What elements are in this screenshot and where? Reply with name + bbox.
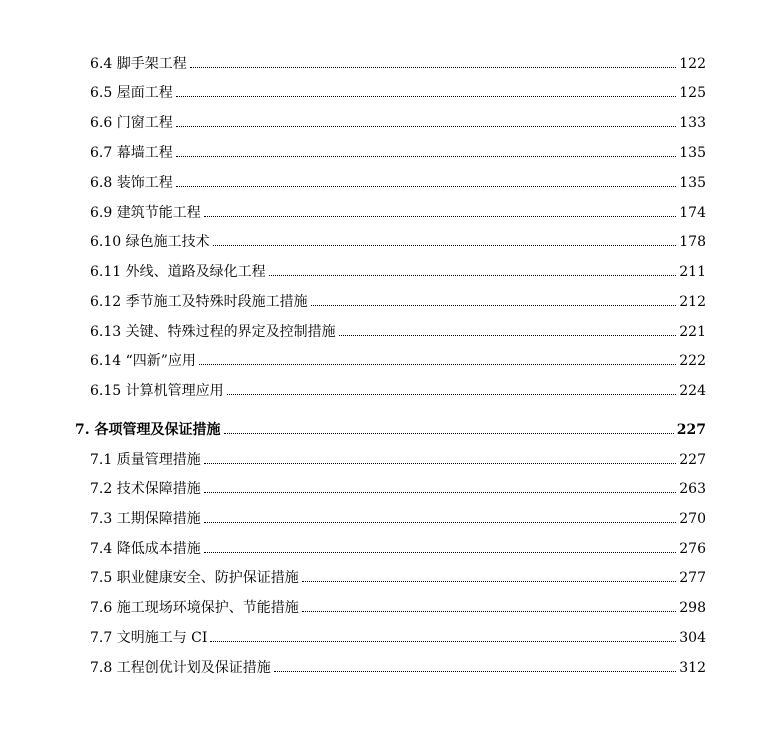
dot-leader xyxy=(176,155,677,157)
toc-entry-7-4[interactable] xyxy=(0,535,777,557)
toc-entry-page: 221 xyxy=(679,324,706,340)
toc-entry-6-7[interactable] xyxy=(0,139,777,161)
toc-entry-page: 174 xyxy=(679,205,706,221)
dot-leader xyxy=(227,393,677,395)
toc-entry-7-7[interactable] xyxy=(0,624,777,646)
toc-entry-page: 133 xyxy=(679,115,706,131)
toc-entry-page: 178 xyxy=(679,234,706,250)
toc-entry-6-13[interactable] xyxy=(0,318,777,340)
toc-entry-label: 6.12 季节施工及特殊时段施工措施 xyxy=(90,294,308,310)
toc-entry-page: 227 xyxy=(676,422,706,438)
dot-leader xyxy=(210,640,676,642)
toc-entry-page: 277 xyxy=(679,570,706,586)
toc-entry-label: 6.6 门窗工程 xyxy=(90,115,173,131)
toc-entry-6-12[interactable] xyxy=(0,288,777,310)
toc-entry-label: 6.5 屋面工程 xyxy=(90,85,173,101)
dot-leader xyxy=(176,125,677,127)
toc-entry-page: 227 xyxy=(679,452,706,468)
toc-entry-6-8[interactable] xyxy=(0,169,777,191)
dot-leader xyxy=(176,95,677,97)
dot-leader xyxy=(269,274,677,276)
dot-leader xyxy=(190,66,677,68)
toc-entry-page: 224 xyxy=(679,383,706,399)
toc-entry-label: 7.4 降低成本措施 xyxy=(90,541,201,557)
dot-leader xyxy=(204,551,677,553)
dot-leader xyxy=(311,304,677,306)
toc-entry-page: 270 xyxy=(679,511,706,527)
toc-entry-label: 7.2 技术保障措施 xyxy=(90,481,201,497)
toc-entry-6-5[interactable] xyxy=(0,79,777,101)
toc-entry-label: 6.11 外线、道路及绿化工程 xyxy=(90,264,266,280)
toc-entry-page: 304 xyxy=(679,630,706,646)
toc-entry-page: 211 xyxy=(679,264,706,280)
dot-leader xyxy=(302,610,677,612)
toc-entry-label: 6.4 脚手架工程 xyxy=(90,56,187,72)
dot-leader xyxy=(274,670,677,672)
toc-entry-page: 298 xyxy=(679,600,706,616)
toc-chapter-7[interactable] xyxy=(0,416,777,438)
toc-entry-6-6[interactable] xyxy=(0,109,777,131)
toc-entry-6-11[interactable] xyxy=(0,258,777,280)
toc-entry-6-15[interactable] xyxy=(0,377,777,399)
dot-leader xyxy=(204,215,677,217)
toc-entry-page: 122 xyxy=(679,56,706,72)
toc-entry-page: 135 xyxy=(679,145,706,161)
dot-leader xyxy=(204,491,677,493)
toc-entry-page: 222 xyxy=(679,353,706,369)
toc-entry-label: 7.3 工期保障措施 xyxy=(90,511,201,527)
dot-leader xyxy=(176,185,677,187)
toc-entry-7-2[interactable] xyxy=(0,475,777,497)
toc-entry-label: 7.6 施工现场环境保护、节能措施 xyxy=(90,600,299,616)
toc-entry-label: 6.7 幕墙工程 xyxy=(90,145,173,161)
toc-entry-label: 6.10 绿色施工技术 xyxy=(90,234,210,250)
toc-entry-label: 6.14 “四新”应用 xyxy=(90,353,196,369)
toc-entry-label: 7.1 质量管理措施 xyxy=(90,452,201,468)
toc-entry-page: 125 xyxy=(679,85,706,101)
dot-leader xyxy=(224,432,674,434)
toc-entry-page: 312 xyxy=(679,660,706,676)
dot-leader xyxy=(204,462,677,464)
toc-entry-label: 6.9 建筑节能工程 xyxy=(90,205,201,221)
toc-entry-6-9[interactable] xyxy=(0,199,777,221)
toc-entry-7-6[interactable] xyxy=(0,594,777,616)
toc-entry-label: 7. 各项管理及保证措施 xyxy=(75,422,221,438)
toc-entry-7-8[interactable] xyxy=(0,654,777,676)
toc-entry-label: 6.13 关键、特殊过程的界定及控制措施 xyxy=(90,324,336,340)
toc-entry-label: 6.8 装饰工程 xyxy=(90,175,173,191)
dot-leader xyxy=(339,334,677,336)
toc-entry-label: 7.8 工程创优计划及保证措施 xyxy=(90,660,271,676)
dot-leader xyxy=(302,580,677,582)
toc-entry-page: 276 xyxy=(679,541,706,557)
toc-entry-7-3[interactable] xyxy=(0,505,777,527)
dot-leader xyxy=(213,244,677,246)
dot-leader xyxy=(204,521,677,523)
toc-entry-label: 6.15 计算机管理应用 xyxy=(90,383,224,399)
toc-entry-7-5[interactable] xyxy=(0,564,777,586)
toc-entry-label: 7.5 职业健康安全、防护保证措施 xyxy=(90,570,299,586)
toc-entry-6-4[interactable] xyxy=(0,50,777,72)
toc-entry-page: 135 xyxy=(679,175,706,191)
toc-entry-6-14[interactable] xyxy=(0,347,777,369)
toc-entry-page: 263 xyxy=(679,481,706,497)
toc-entry-6-10[interactable] xyxy=(0,228,777,250)
toc-entry-7-1[interactable] xyxy=(0,446,777,468)
dot-leader xyxy=(199,363,676,365)
toc-entry-page: 212 xyxy=(679,294,706,310)
toc-entry-label: 7.7 文明施工与 CI xyxy=(90,630,208,646)
